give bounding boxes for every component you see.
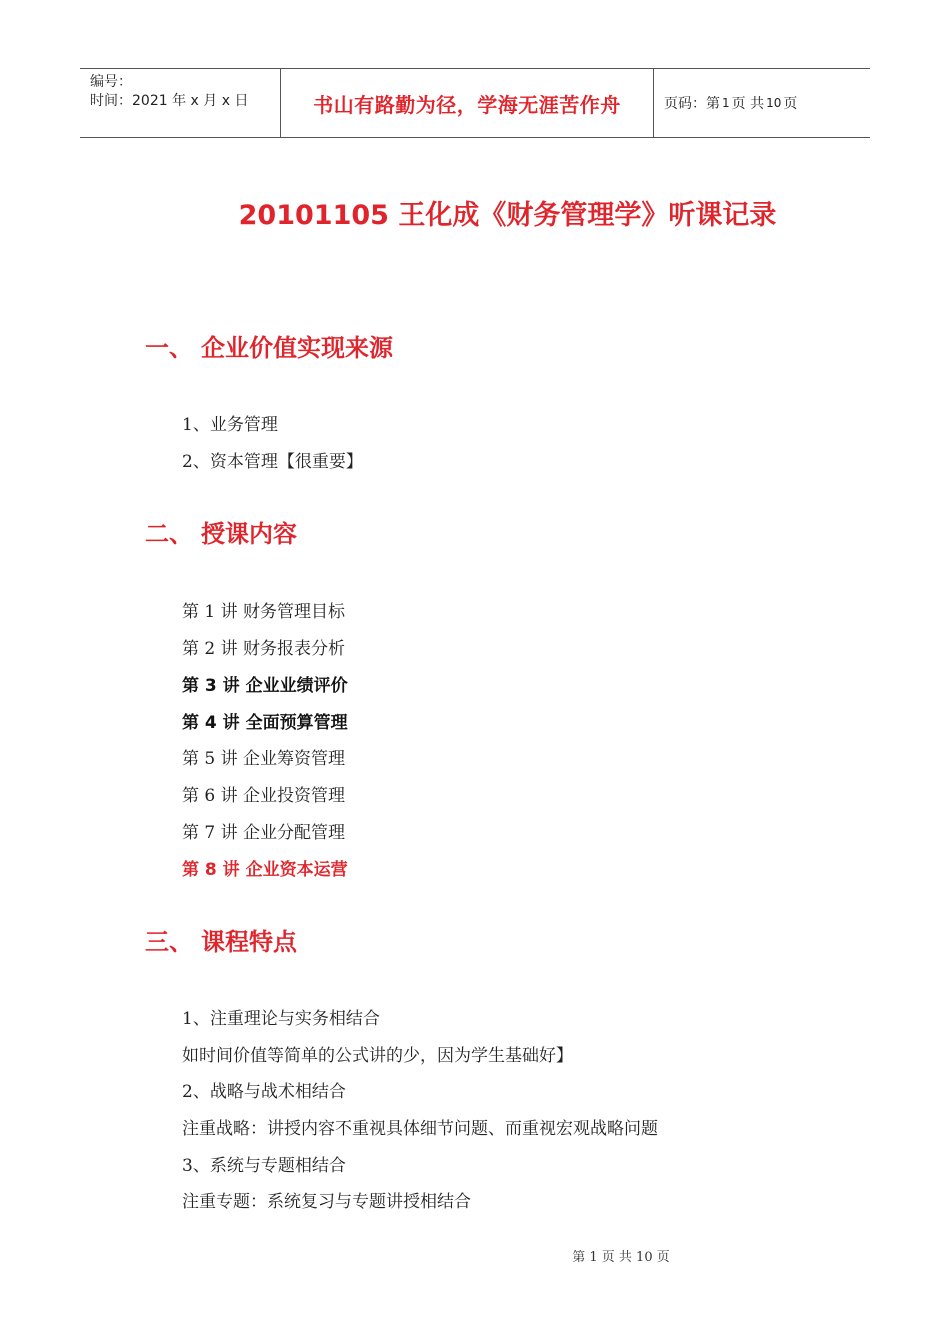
section-heading — [145, 328, 393, 363]
section-title: 企业价值实现来源 — [201, 334, 393, 362]
section-heading — [145, 514, 297, 549]
lecture-item-highlight: 第 8 讲 企业资本运营 — [182, 860, 348, 880]
list-item: 2、资本管理【很重要】 — [182, 452, 363, 472]
list-item: 注重战略：讲授内容不重视具体细节问题、而重视宏观战略问题 — [182, 1119, 658, 1139]
list-item: 1、注重理论与实务相结合 — [182, 1009, 380, 1029]
page-total: 10 — [766, 96, 782, 110]
page-indicator — [654, 69, 870, 137]
page-prefix: 页码：第 — [664, 96, 720, 112]
lecture-item: 第 6 讲 企业投资管理 — [182, 786, 346, 806]
list-item: 1、业务管理 — [182, 415, 278, 435]
page-current: 1 — [722, 96, 730, 110]
section-number: 三、 — [145, 928, 193, 956]
document-title: 20101105 王化成《财务管理学》听课记录 — [238, 200, 777, 231]
time-label: 时间：2021 年 x 月 x 日 — [90, 93, 249, 109]
page-suffix: 页 — [783, 96, 798, 112]
motto: 书山有路勤为径，学海无涯苦作舟 — [281, 69, 654, 137]
section-number: 二、 — [145, 520, 193, 548]
page-mid: 页 共 — [731, 96, 765, 112]
header-meta-cell — [80, 69, 281, 137]
lecture-item: 第 2 讲 财务报表分析 — [182, 639, 346, 659]
list-item: 3、系统与专题相结合 — [182, 1156, 346, 1176]
list-item: 2、战略与战术相结合 — [182, 1082, 346, 1102]
section-heading — [145, 922, 297, 957]
page-footer: 第 1 页 共 10 页 — [572, 1250, 670, 1265]
lecture-item-bold: 第 4 讲 全面预算管理 — [182, 713, 348, 733]
lecture-item: 第 1 讲 财务管理目标 — [182, 602, 346, 622]
lecture-item: 第 5 讲 企业筹资管理 — [182, 749, 346, 769]
serial-label: 编号： — [90, 74, 132, 90]
section-number: 一、 — [145, 334, 193, 362]
section-title: 授课内容 — [201, 520, 297, 548]
section-title: 课程特点 — [201, 928, 297, 956]
list-item: 注重专题：系统复习与专题讲授相结合 — [182, 1192, 471, 1212]
header-table — [80, 68, 870, 138]
lecture-item-bold: 第 3 讲 企业业绩评价 — [182, 676, 348, 696]
list-item: 如时间价值等简单的公式讲的少，因为学生基础好】 — [182, 1046, 573, 1066]
lecture-item: 第 7 讲 企业分配管理 — [182, 823, 346, 843]
